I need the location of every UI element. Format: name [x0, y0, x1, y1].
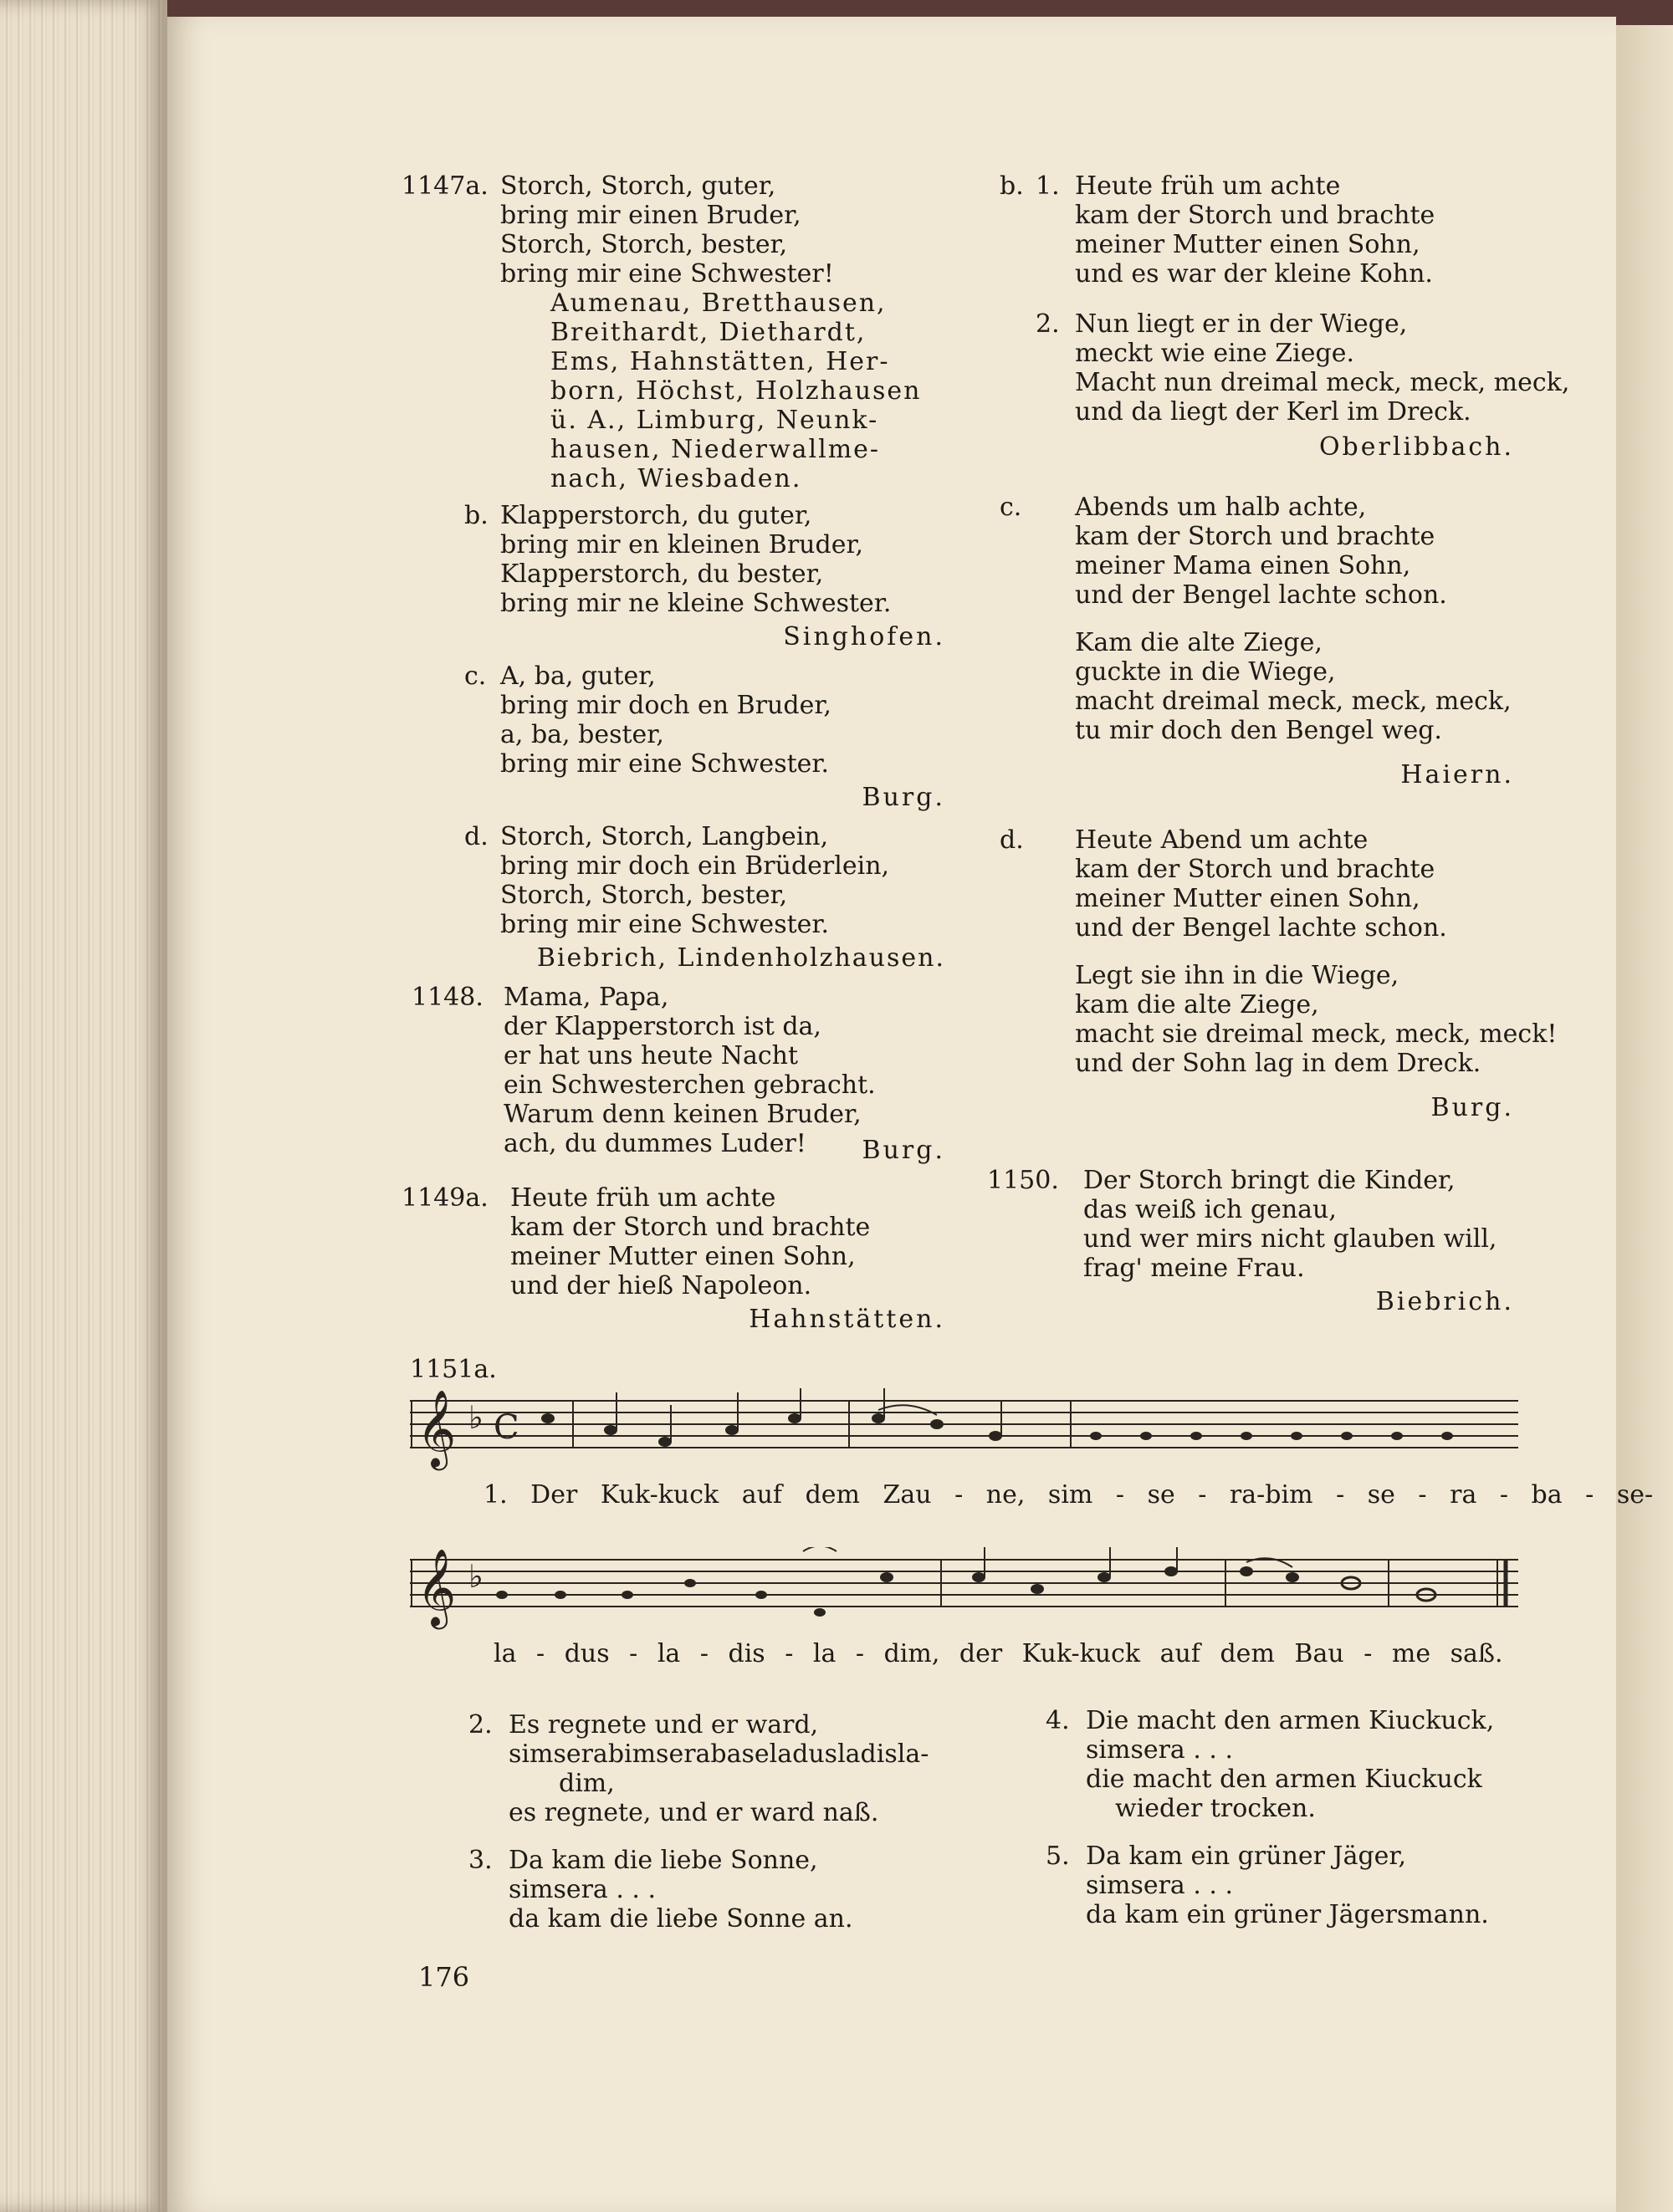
entry-1147a [402, 171, 945, 491]
place-line: Breithardt, Diethardt, [550, 318, 867, 347]
verse-line: simsera . . . [509, 1875, 657, 1904]
verse-line: und es war der kleine Kohn. [1075, 259, 1433, 289]
entry-1149c [995, 493, 1514, 815]
verse-line: bring mir doch ein Brüderlein, [500, 851, 890, 881]
verse-line: Klapperstorch, du bester, [500, 559, 824, 589]
verse-line: und der Bengel lachte schon. [1075, 580, 1447, 610]
verse-line: und der Bengel lachte schon. [1075, 913, 1447, 943]
verse-line: kam der Storch und brachte [1075, 855, 1435, 884]
verse-line: Heute früh um achte [1075, 171, 1341, 201]
verse-line: Da kam ein grüner Jäger, [1086, 1842, 1406, 1871]
entry-1147d [402, 822, 945, 973]
verse-line: Es regnete und er ward, [509, 1710, 819, 1739]
song-verse-5 [1046, 1842, 1531, 1934]
verse-line: bring mir eine Schwester. [500, 910, 829, 939]
place-line: hausen, Niederwallme- [550, 435, 881, 464]
left-column [402, 171, 945, 1344]
verse-line: das weiß ich genau, [1083, 1195, 1337, 1224]
book-page-edges [0, 0, 167, 2212]
verse-line: und der hieß Napoleon. [510, 1271, 812, 1300]
place-name: Burg. [862, 783, 945, 812]
verse-line: Heute Abend um achte [1075, 825, 1369, 855]
verse-line: Warum denn keinen Bruder, [504, 1100, 862, 1129]
song-verse-2 [468, 1710, 937, 1836]
verse-line: kam die alte Ziege, [1075, 990, 1319, 1019]
verse-line: kam der Storch und brachte [1075, 522, 1435, 551]
verse-line: a, ba, bester, [500, 720, 664, 749]
verse-line: Klapperstorch, du guter, [500, 501, 812, 530]
music-staff-1 [410, 1389, 1518, 1467]
place-line: Ems, Hahnstätten, Her- [550, 347, 890, 376]
place-name: Hahnstätten. [749, 1305, 945, 1334]
entry-label: d. [1000, 825, 1024, 855]
place-name: Burg. [1430, 1093, 1514, 1122]
verse-number: 4. [1046, 1706, 1070, 1735]
verse-line: Abends um halb achte, [1075, 493, 1367, 522]
entry-1149d [995, 825, 1558, 1156]
entry-number: 1148. [412, 983, 483, 1012]
verse-line: da kam ein grüner Jägersmann. [1086, 1900, 1489, 1929]
place-line: Aumenau, Bretthausen, [550, 289, 887, 318]
verse-line: bring mir eine Schwester. [500, 749, 829, 779]
verse-line: simserabimserabaseladusladisla- [509, 1739, 929, 1769]
song-verse-3 [468, 1846, 937, 1938]
verse-line: er hat uns heute Nacht [504, 1041, 799, 1070]
place-name: Singhofen. [783, 622, 945, 651]
verse-line: die macht den armen Kiuckuck [1086, 1765, 1482, 1794]
entry-1149a [402, 1183, 945, 1334]
entry-label: b. [464, 501, 489, 530]
verse-line: bring mir doch en Bruder, [500, 691, 831, 720]
verse-number: 2. [468, 1710, 493, 1739]
verse-line: kam der Storch und brachte [510, 1213, 871, 1242]
verse-line: simsera . . . [1086, 1871, 1234, 1900]
verse-line: meiner Mutter einen Sohn, [1075, 230, 1420, 259]
svg-text:♭: ♭ [468, 1558, 483, 1595]
svg-text:𝄞: 𝄞 [417, 1389, 457, 1467]
verse-number: 2. [1036, 309, 1060, 339]
verse-number: 1. [1036, 171, 1060, 201]
place-name: Haiern. [1400, 760, 1514, 789]
verse-line: Storch, Storch, Langbein, [500, 822, 829, 851]
place-line: nach, Wiesbaden. [550, 464, 802, 493]
verse-line: und wer mirs nicht glauben will, [1083, 1224, 1497, 1254]
music-notation [410, 1388, 1518, 1480]
verse-line: Storch, Storch, guter, [500, 171, 776, 201]
verse-line: es regnete, und er ward naß. [509, 1798, 879, 1827]
verse-line: meckt wie eine Ziege. [1075, 339, 1354, 368]
svg-text:C: C [494, 1408, 519, 1447]
verse-line: Storch, Storch, bester, [500, 881, 788, 910]
verse-line: und da liegt der Kerl im Dreck. [1075, 397, 1471, 427]
song-number: 1151a. [410, 1355, 497, 1384]
verse-line: A, ba, guter, [500, 662, 656, 691]
verse-line: frag' meine Frau. [1083, 1254, 1305, 1283]
verse-line: dim, [559, 1769, 615, 1798]
song-verses-left [468, 1710, 937, 1948]
verse-line: bring mir einen Bruder, [500, 201, 801, 230]
verse-line: Heute früh um achte [510, 1183, 776, 1213]
verse-line: Legt sie ihn in die Wiege, [1075, 961, 1399, 990]
verse-line: Nun liegt er in der Wiege, [1075, 309, 1408, 339]
place-name: Burg. [862, 1136, 945, 1165]
song-lyrics-line-1: 1. Der Kuk-kuck auf dem Zau - ne, sim - se - ra-bim - se - ra - ba - se- [483, 1480, 1654, 1510]
verse-line: wieder trocken. [1115, 1794, 1316, 1823]
verse-line: guckte in die Wiege, [1075, 657, 1336, 687]
entry-1150 [987, 1166, 1514, 1316]
verse-line: meiner Mama einen Sohn, [1075, 551, 1411, 580]
music-staff-2 [410, 1548, 1518, 1626]
music-notation [410, 1547, 1518, 1639]
entry-1147b [402, 501, 945, 651]
verse-number: 5. [1046, 1842, 1070, 1871]
verse-line: Storch, Storch, bester, [500, 230, 788, 259]
entry-number: 1150. [987, 1166, 1059, 1195]
verse-line: tu mir doch den Bengel weg. [1075, 716, 1442, 745]
verse-line: und der Sohn lag in dem Dreck. [1075, 1049, 1481, 1078]
verse-line: ein Schwesterchen gebracht. [504, 1070, 876, 1100]
verse-line: Der Storch bringt die Kinder, [1083, 1166, 1456, 1195]
verse-line: Mama, Papa, [504, 983, 669, 1012]
place-name: Biebrich. [1375, 1287, 1514, 1316]
verse-line: bring mir ne kleine Schwester. [500, 589, 892, 618]
facing-page-edge [1616, 25, 1673, 2212]
verse-line: macht sie dreimal meck, meck, meck! [1075, 1019, 1558, 1049]
verse-line: bring mir en kleinen Bruder, [500, 530, 864, 559]
entry-label: c. [1000, 493, 1022, 522]
entry-number: 1149a. [402, 1183, 489, 1213]
verse-line: bring mir eine Schwester! [500, 259, 834, 289]
verse-line: kam der Storch und brachte [1075, 201, 1435, 230]
entry-1149b [995, 171, 1570, 483]
verse-line: ach, du dummes Luder! [504, 1129, 806, 1158]
svg-text:♭: ♭ [468, 1399, 483, 1436]
verse-line: Macht nun dreimal meck, meck, meck, [1075, 368, 1570, 397]
entry-number: 1147a. [402, 171, 489, 201]
verse-line: Kam die alte Ziege, [1075, 628, 1323, 657]
entry-label: b. [1000, 171, 1024, 201]
song-verses-right [1046, 1706, 1531, 1944]
svg-text:𝄞: 𝄞 [417, 1548, 457, 1626]
verse-line: macht dreimal meck, meck, meck, [1075, 687, 1512, 716]
song-lyrics-line-2: la - dus - la - dis - la - dim, der Kuk-kuck auf dem Bau - me saß. [494, 1639, 1503, 1668]
verse-line: Da kam die liebe Sonne, [509, 1846, 818, 1875]
entry-label: d. [464, 822, 489, 851]
page-number: 176 [418, 1961, 470, 1993]
verse-line: Die macht den armen Kiuckuck, [1086, 1706, 1495, 1735]
place-name: Biebrich, Lindenholzhausen. [536, 943, 945, 973]
entry-1147c [402, 662, 945, 812]
verse-line: meiner Mutter einen Sohn, [1075, 884, 1420, 913]
entry-1148 [402, 983, 945, 1173]
song-verse-4 [1046, 1706, 1531, 1831]
right-column [987, 171, 1570, 1326]
entry-label: c. [464, 662, 487, 691]
place-line: ü. A., Limburg, Neunk- [550, 406, 879, 435]
verse-number: 3. [468, 1846, 493, 1875]
verse-line: simsera . . . [1086, 1735, 1234, 1765]
place-name: Oberlibbach. [1318, 432, 1514, 462]
verse-line: da kam die liebe Sonne an. [509, 1904, 853, 1934]
place-line: born, Höchst, Holzhausen [550, 376, 922, 406]
verse-line: der Klapperstorch ist da, [504, 1012, 821, 1041]
verse-line: meiner Mutter einen Sohn, [510, 1242, 856, 1271]
